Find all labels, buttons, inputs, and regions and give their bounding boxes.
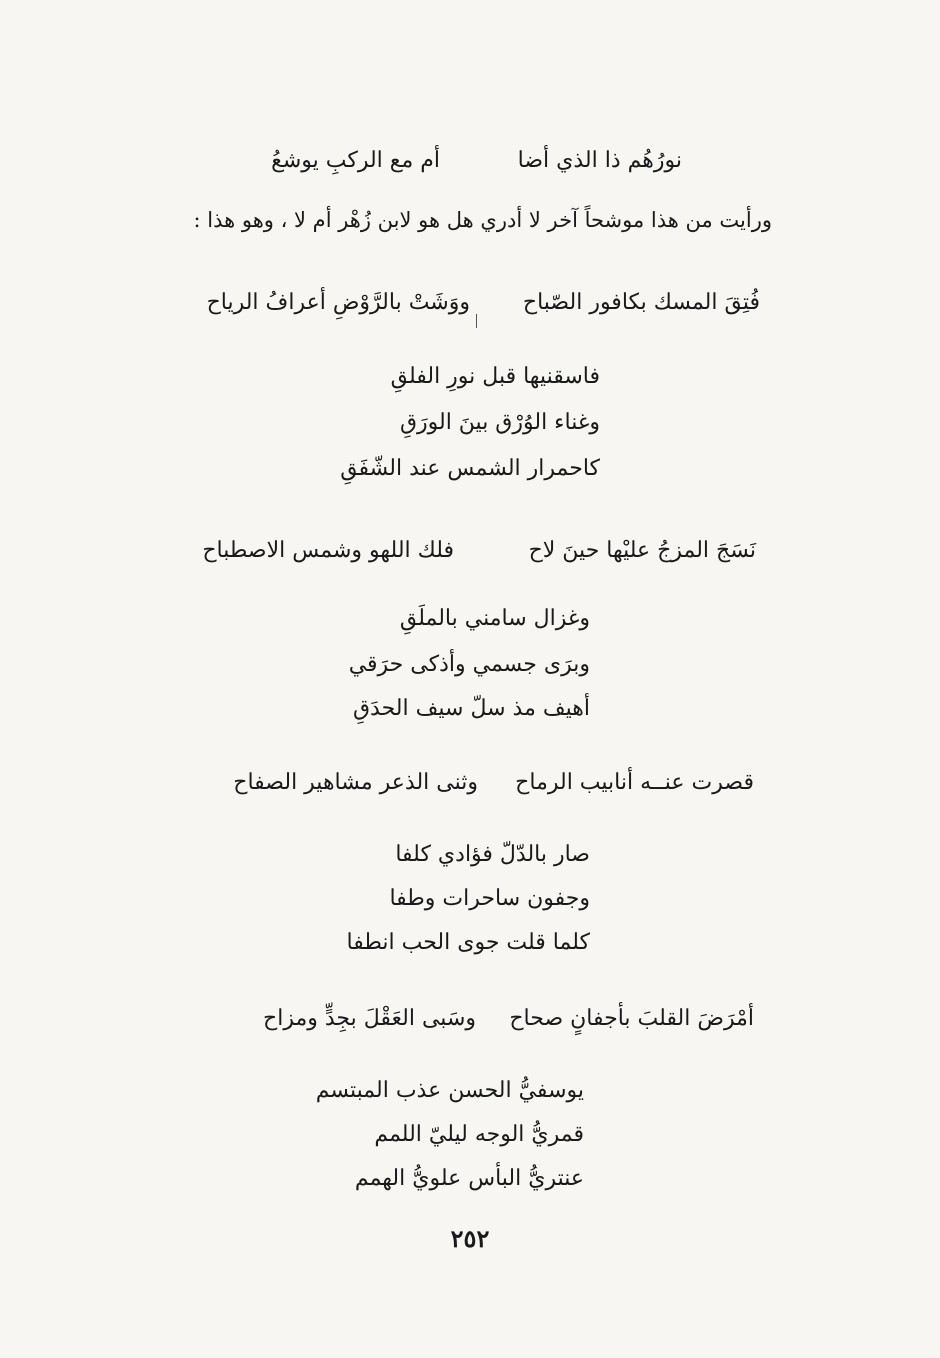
stanza-4-line-3: عنتريُّ البأس علويُّ الهمم bbox=[354, 1166, 584, 1191]
stanza-3-couplet-right: قصرت عنــه أنابيب الرماح bbox=[515, 770, 754, 795]
stanza-2-line-1: وغزال سامني بالملَقِ bbox=[399, 606, 590, 631]
stanza-4-couplet-right: أمْرَضَ القلبَ بأجفانٍ صحاح bbox=[509, 1006, 754, 1031]
stanza-2-couplet-right: نَسَجَ المزجُ عليْها حينَ لاح bbox=[528, 538, 756, 563]
stanza-3-line-1: صار بالدّلّ فؤادي كلفا bbox=[395, 842, 590, 867]
stanza-2-line-2: وبرَى جسمي وأذكى حرَقي bbox=[348, 652, 590, 677]
stanza-1-line-3: كاحمرار الشمس عند الشّفَقِ bbox=[340, 456, 600, 481]
stanza-2-couplet-left: فلك اللهو وشمس الاصطباح bbox=[202, 538, 454, 563]
stanza-4-couplet-left: وسَبى العَقْلَ بجِدٍّ ومزاح bbox=[263, 1006, 476, 1031]
top-couplet-left: أم مع الركبِ يوشعُ bbox=[271, 148, 440, 173]
intro-paragraph: ورأيت من هذا موشحاً آخر لا أدري هل هو لابن زُهْر أم لا ، وهو هذا : bbox=[193, 208, 772, 232]
ink-mark bbox=[476, 314, 477, 328]
stanza-1-line-2: وغناء الوُرْق بينَ الورَقِ bbox=[399, 410, 600, 435]
stanza-4-line-2: قمريُّ الوجه ليليّ اللمم bbox=[374, 1122, 584, 1147]
page-number: ٢٥٢ bbox=[450, 1224, 490, 1253]
stanza-3-line-3: كلما قلت جوى الحب انطفا bbox=[346, 930, 590, 955]
stanza-1-line-1: فاسقنيها قبل نورِ الفلقِ bbox=[390, 364, 600, 389]
stanza-4-line-1: يوسفيُّ الحسن عذب المبتسم bbox=[315, 1078, 584, 1103]
stanza-3-line-2: وجفون ساحرات وطفا bbox=[389, 886, 590, 911]
stanza-3-couplet-left: وثنى الذعر مشاهير الصفاح bbox=[233, 770, 478, 795]
top-couplet-right: نورُهُم ذا الذي أضا bbox=[517, 148, 682, 173]
stanza-2-line-3: أهيف مذ سلّ سيف الحدَقِ bbox=[352, 696, 590, 721]
stanza-1-couplet-left: ووَشَتْ بالرَّوْضِ أعرافُ الرياح bbox=[206, 290, 470, 315]
stanza-1-couplet-right: فُتِقَ المسك بكافور الصّباح bbox=[522, 290, 760, 315]
